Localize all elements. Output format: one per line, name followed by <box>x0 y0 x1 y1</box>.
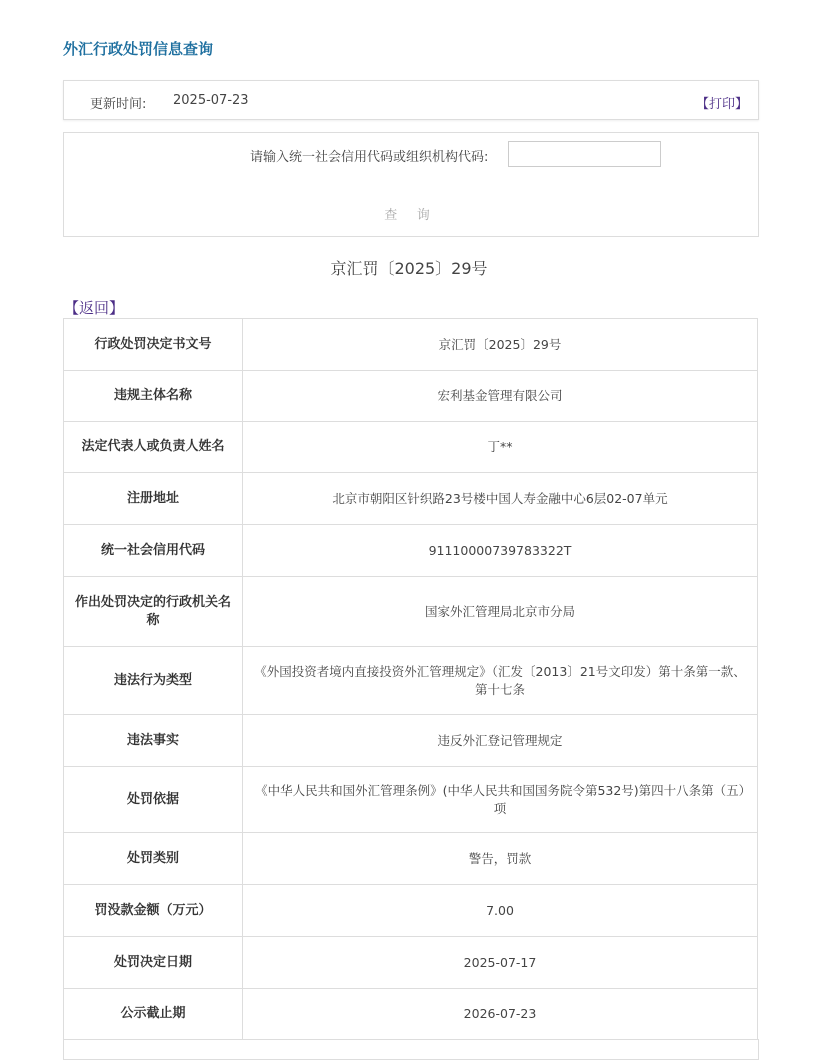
table-row <box>64 937 758 989</box>
field-label: 作出处罚决定的行政机关名称 <box>64 577 243 647</box>
field-value: 宏利基金管理有限公司 <box>243 371 758 422</box>
back-link[interactable]: 【返回】 <box>64 299 125 317</box>
field-label: 违法行为类型 <box>64 647 243 715</box>
table-row <box>64 715 758 767</box>
field-label: 注册地址 <box>64 473 243 525</box>
table-row <box>64 422 758 473</box>
field-value: 《外国投资者境内直接投资外汇管理规定》（汇发〔2013〕21号文印发）第十条第一款、第十七条 <box>243 647 758 715</box>
field-label: 法定代表人或负责人姓名 <box>64 422 243 473</box>
search-panel <box>63 132 759 237</box>
table-row <box>64 525 758 577</box>
field-label: 处罚依据 <box>64 767 243 833</box>
field-label: 行政处罚决定书文号 <box>64 319 243 371</box>
field-value: 2025-07-17 <box>243 937 758 989</box>
table-row <box>64 989 758 1040</box>
field-label: 公示截止期 <box>64 989 243 1040</box>
penalty-details-table <box>63 318 758 1040</box>
document-number-heading: 京汇罚〔2025〕29号 <box>330 259 488 278</box>
field-value: 警告，罚款 <box>243 833 758 885</box>
update-date: 2025-07-23 <box>173 93 249 108</box>
table-row <box>64 577 758 647</box>
field-label: 统一社会信用代码 <box>64 525 243 577</box>
table-row <box>64 473 758 525</box>
credit-code-input[interactable] <box>508 141 661 167</box>
table-row <box>64 833 758 885</box>
update-label: 更新时间: <box>90 97 147 112</box>
page-title: 外汇行政处罚信息查询 <box>63 40 214 58</box>
field-value: 《中华人民共和国外汇管理条例》(中华人民共和国国务院令第532号)第四十八条第（五）项 <box>243 767 758 833</box>
search-button[interactable]: 查 询 <box>64 203 758 224</box>
table-row <box>64 885 758 937</box>
field-value: 京汇罚〔2025〕29号 <box>243 319 758 371</box>
field-value: 违反外汇登记管理规定 <box>243 715 758 767</box>
table-row <box>64 767 758 833</box>
field-label: 违法事实 <box>64 715 243 767</box>
table-row <box>64 371 758 422</box>
field-label: 罚没款金额（万元） <box>64 885 243 937</box>
field-value: 丁** <box>243 422 758 473</box>
field-value: 7.00 <box>243 885 758 937</box>
search-label: 请输入统一社会信用代码或组织机构代码: <box>250 150 489 165</box>
table-row <box>64 647 758 715</box>
table-footer <box>63 1039 759 1060</box>
field-value: 国家外汇管理局北京市分局 <box>243 577 758 647</box>
field-value: 北京市朝阳区针织路23号楼中国人寿金融中心6层02-07单元 <box>243 473 758 525</box>
field-label: 处罚决定日期 <box>64 937 243 989</box>
field-label: 违规主体名称 <box>64 371 243 422</box>
field-value: 91110000739783322T <box>243 525 758 577</box>
update-bar <box>63 80 759 120</box>
field-value: 2026-07-23 <box>243 989 758 1040</box>
table-row <box>64 319 758 371</box>
print-link[interactable]: 【打印】 <box>695 97 748 112</box>
field-label: 处罚类别 <box>64 833 243 885</box>
